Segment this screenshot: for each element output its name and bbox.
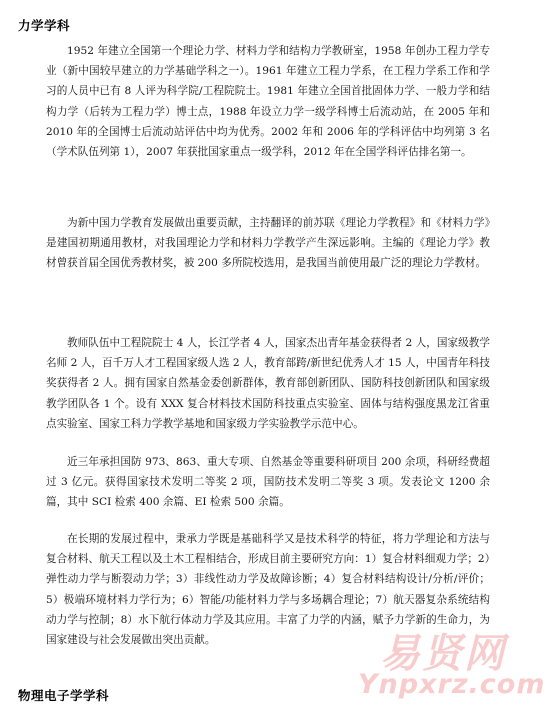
paragraph-faculty: 教师队伍中工程院院士 4 人，长江学者 4 人，国家杰出青年基金获得者 2 人，国家级教学名师 2 人，百千万人才工程国家级人选 2 人，教育部跨/新世纪优秀人才 15 人，中国青年科技奖获得者 2 人。拥有国家自然基金委创新群体，教育部创新团队、国防科技创新团队和国家级教学团队各 1 个。设有 XXX 复合材料技术国防科技重点实验室、固体与结构强度黑龙江省重点实验室、国家工科力学教学基地和国家级力学实验教学示范中心。 <box>46 337 490 430</box>
watermark-en: Ynpxrz.com <box>358 669 546 700</box>
watermark-cn: 易贤网 <box>380 631 506 677</box>
section-heading-physical-electronics: 物理电子学学科 <box>18 688 110 703</box>
paragraph-history: 1952 年建立全国第一个理论力学、材料力学和结构力学教研室，1958 年创办工程力学专业（新中国较早建立的力学基础学科之一）。1961 年建立工程力学系，在工程力学系工作和学习的人员中已有 8 人评为科学院/工程院院士。1981 年建立全国首批固体力学、一般力学和结构力学（后转为工程力学）博士点，1988 年设立力学一级学科博士后流动站，在 2005 年和 2010 年的全国博士后流动站评估中均为优秀。2002 年和 2006 年的学科评估中均列第 3 名（学术队伍列第 1），2007 年获批国家重点一级学科，2012 年在全国学科评估排名第一。 <box>46 45 490 159</box>
section-heading-mechanics: 力学学科 <box>18 18 71 33</box>
paragraph-research-funding: 近三年承担国防 973、863、重大专项、自然基金等重要科研项目 200 余项，科研经费超过 3 亿元。获得国家技术发明二等奖 2 项，国防技术发明二等奖 3 项。发表论文 1200 余篇，其中 SCI 检索 400 余篇、EI 检索 500 余篇。 <box>46 456 490 509</box>
paragraph-textbooks: 为新中国力学教育发展做出重要贡献，主持翻译的前苏联《理论力学教程》和《材料力学》是建国初期通用教材，对我国理论力学和材料力学教学产生深远影响。主编的《理论力学》教材曾获首届全国优秀教材奖，被 200 多所院校选用，是我国当前使用最广泛的理论力学教材。 <box>46 217 490 270</box>
paragraph-research-directions: 在长期的发展过程中，秉承力学既是基础科学又是技术科学的特征，将力学理论和方法与复合材料、航天工程以及土木工程相结合，形成目前主要研究方向：1）复合材料细观力学；2）弹性动力学与断裂动力学；3）非线性动力学及故障诊断；4）复合材料结构设计/分析/评价；5）极端环境材料力学行为；6）智能/功能材料力学与多场耦合理论；7）航天器复杂系统结构动力学与控制；8）水下航行体动力学及其应用。丰富了力学的内涵，赋予力学新的生命力，为国家建设与社会发展做出突出贡献。 <box>46 533 490 647</box>
